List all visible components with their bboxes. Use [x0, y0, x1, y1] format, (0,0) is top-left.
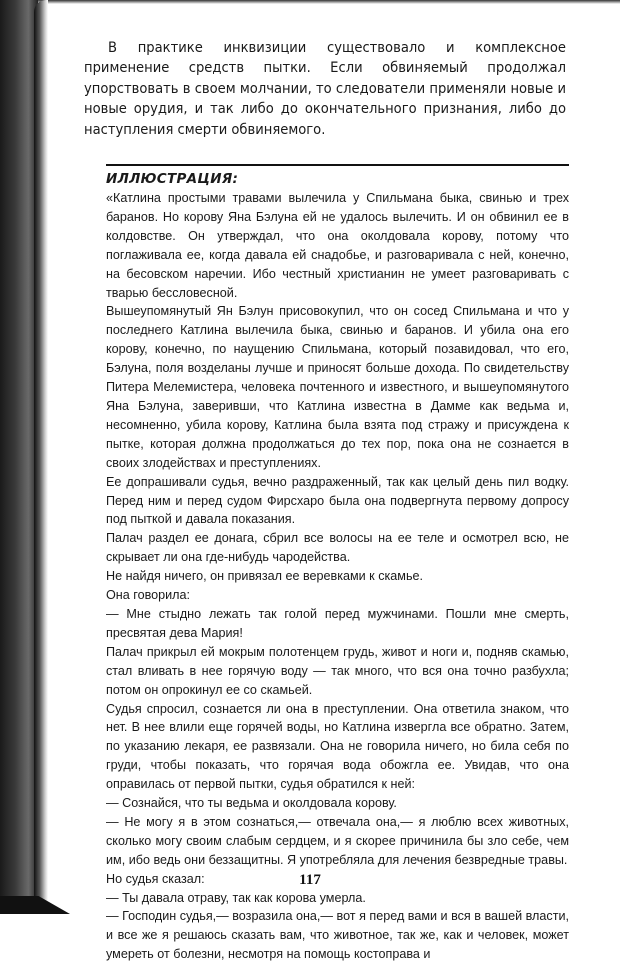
paragraph: «Катлина простыми травами вылечила у Спильмана быка, свинью и трех баранов. Но корову Яна Бэлуна ей не удалось вылечить. И он обвинил ее в колдовстве. Он утверждал, что она околдовала корову, потому что поглаживала ее, когда давала ей снадобье, и разговаривала с ней, конечно, на бесовском наречии. Ибо честный христианин не умеет разговаривать с тварью бессловесной.	[106, 191, 569, 300]
page-top-edge	[0, 0, 620, 4]
paragraph: Вышеупомянутый Ян Бэлун присовокупил, что он сосед Спильмана и что у последнего Катлина вылечила быка, свинью и баранов. И убила она его корову, конечно, по наущению Спильмана, который позавидовал, что его, Бэлуна, поля возделаны лучше и приносят больше дохода. По свидетельству Питера Мелемистера, человека почтенного и известного, и вышеупомянутого Яна Бэлуна, заверивши, что Катлина известна в Дамме как ведьма и, несомненно, убила корову, Катлина была взята под стражу и присуждена к пытке, которая должна продолжаться до тех пор, пока она не сознается в своих злодействах и преступлениях.	[106, 304, 569, 470]
paragraph: — Ты давала отраву, так как корова умерла.	[106, 890, 366, 905]
intro-text: В практике инквизиции существовало и комплексное применение средств пытки. Если обвиняемый продолжал упорствовать в своем молчании, то следователи применяли новые и новые орудия, и так либо до окончательного признания, либо до наступления смерти обвиняемого.	[84, 39, 566, 138]
paragraph: Не найдя ничего, он привязал ее веревками к скамье.	[106, 569, 424, 584]
paragraph: — Не могу я в этом сознаться,— отвечала она,— я люблю всех животных, сколько могу своим слабым сердцем, и я скорее причинила бы зло себе, чем им, ибо ведь они беззащитны. Я употребляла для лечения безвредные травы.	[106, 814, 569, 867]
intro-paragraph	[84, 38, 566, 140]
paragraph: — Мне стыдно лежать так голой перед мужчинами. Пошли мне смерть, пресвятая дева Мария!	[106, 606, 569, 640]
page-number: 117	[299, 872, 321, 888]
paragraph: — Господин судья,— возразила она,— вот я перед вами и вся в вашей власти, и все же я решаюсь сказать вам, что животное, так же, как и человек, может умереть от болезни, несмотря на помощь костоправа и	[106, 909, 569, 962]
paragraph: — Сознайся, что ты ведьма и околдовала корову.	[106, 796, 397, 811]
paragraph: Палач прикрыл ей мокрым полотенцем грудь, живот и ноги и, подняв скамью, стал вливать в нее горячую воду — так много, что вся она точно разбухла; потом он опрокинул ее со скамьей.	[106, 644, 569, 697]
illustration-section	[106, 170, 569, 964]
paragraph: Но судья сказал:	[106, 871, 205, 886]
book-corner	[0, 896, 70, 914]
illustration-body	[106, 189, 569, 964]
paragraph: Она говорила:	[106, 588, 191, 603]
book-spine-gutter	[0, 0, 38, 914]
gutter-shadow	[34, 0, 48, 914]
paragraph: Ее допрашивали судья, вечно раздраженный, так как целый день пил водку. Перед ним и перед судом Фирсхаро была она подвергнута первому допросу под пыткой и давала показания.	[106, 474, 569, 527]
illustration-title: ИЛЛЮСТРАЦИЯ:	[106, 171, 239, 188]
book-page	[62, 38, 582, 964]
section-divider	[106, 164, 569, 166]
paragraph: Палач раздел ее донага, сбрил все волосы на ее теле и осмотрел всю, не скрывает ли она где-нибудь чародейства.	[106, 531, 569, 565]
paragraph: Судья спросил, сознается ли она в преступлении. Она ответила знаком, что нет. В нее влили еще горячей воды, но Катлина извергла все обратно. Затем, по указанию лекаря, ее развязали. Она не говорила ничего, но била себя по груди, чтобы показать, что горячая вода обожгла ее. Увидав, что она оправилась от первой пытки, судья обратился к ней:	[106, 701, 569, 792]
